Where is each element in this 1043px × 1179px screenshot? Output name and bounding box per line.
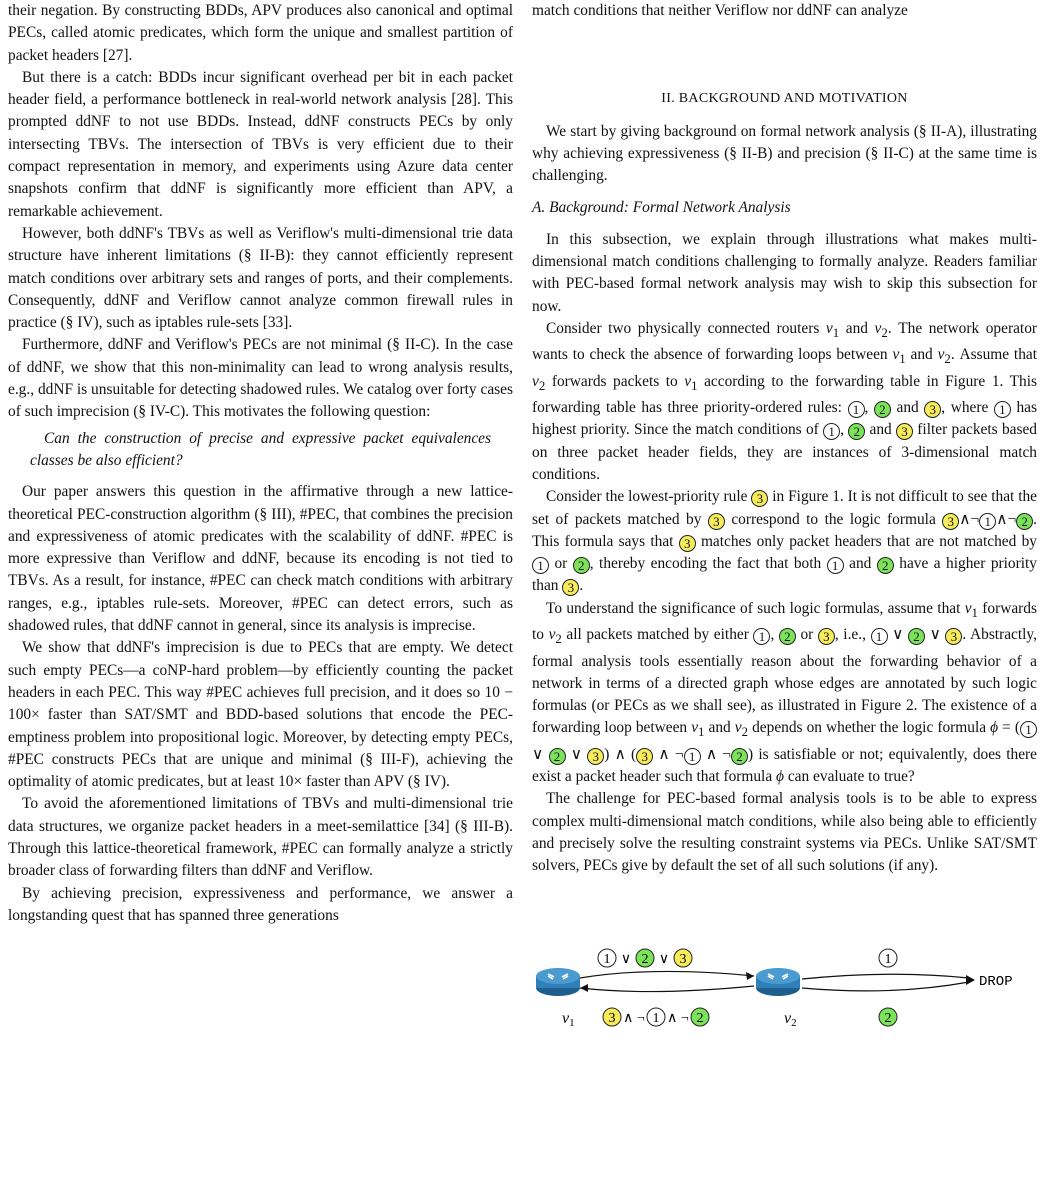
- paragraph: The challenge for PEC-based formal analysis tools is to be able to express complex multi-dimensional match conditions, while also being able to efficiently and precisely solve the resulting constraint systems via PECs. Unlike SAT/SMT solvers, PECs give by default the set of all such solutions (if any).: [532, 790, 1037, 875]
- svg-text:1: 1: [603, 952, 611, 967]
- paragraph: But there is a catch: BDDs incur significant overhead per bit in each packet header field, a performance bottleneck in real-world network analysis [28]. This prompted ddNF to not use BDDs. Instead, ddNF constructs PECs by only intersecting TBVs. The intersection of TBVs is very efficient due to their compact representation in memory, and experiments using Azure data center snapshots confirm that ddNF is significantly more efficient than APV, a remarkable achievement.: [8, 68, 513, 220]
- svg-text:3: 3: [608, 1011, 616, 1026]
- paragraph: To avoid the aforementioned limitations of TBVs and multi-dimensional trie data structures, we organize packet headers in a meet-semilattice [34] (§ III-B). Through this lattice-theoretical framework, #PEC can formally analyze a strictly broader class of forwarding filters than ddNF and Veriflow.: [8, 795, 513, 880]
- router-icon: [536, 968, 580, 996]
- paragraph: In this subsection, we explain through illustrations what makes multi-dimensional match conditions challenging to formally analyze. Readers familiar with PEC-based formal network analysis may wish to skip this subsection for now.: [532, 230, 1037, 315]
- router-1-label: ν1: [562, 1010, 575, 1029]
- edge-v2-drop-top: [802, 974, 969, 979]
- right-column: [532, 0, 1037, 878]
- paragraph: Consider the lowest-priority rule 3 in Figure 1. It is not difficult to see that the set of packets matched by 3 correspond to the logic formula 3 ∧¬ 1 ∧¬ 2 . This formula says that 3 matches only packet headers that are not matched by 1 or 2 , thereby encoding the fact that both 1 and 2 have a higher priority than 3 .: [532, 488, 1038, 596]
- paragraph: However, both ddNF's TBVs as well as Veriflow's multi-dimensional trie data structure have inherent limitations (§ II-B): they cannot efficiently represent match conditions over arbitrary sets and ranges of ports, and their complements. Consequently, ddNF and Veriflow cannot analyze common firewall rules in practice (§ IV), such as iptables rule-sets [33].: [8, 224, 513, 332]
- router-icon: [756, 968, 800, 996]
- left-column: [8, 0, 513, 927]
- svg-text:1: 1: [652, 1011, 660, 1026]
- paragraph: We start by giving background on formal network analysis (§ II-A), illustrating why achieving expressiveness (§ II-B) and precision (§ II-C) at the same time is challenging.: [532, 122, 1037, 185]
- svg-text:∧ ¬: ∧ ¬: [623, 1011, 645, 1026]
- paragraph: match conditions that neither Veriflow nor ddNF can analyze: [532, 2, 908, 19]
- paragraph: Our paper answers this question in the affirmative through a new lattice-theoretical PEC-construction algorithm (§ III), #PEC, that combines the precision and expressiveness of atomic predicates with the scalability of ddNF. #PEC is more expressive than Veriflow and ddNF, because its encoding is not tied to TBVs. As a result, for instance, #PEC can check match conditions with arbitrary ranges, e.g., iptables rule-sets. Moreover, #PEC can detect errors, such as shadowed rules, that ddNF cannot in general, since its analysis is imprecise.: [8, 483, 513, 635]
- edge-v1-v2: [580, 971, 754, 978]
- svg-text:2: 2: [641, 952, 649, 967]
- svg-text:2: 2: [696, 1011, 704, 1026]
- drop-label-1: 1: [884, 952, 892, 967]
- paragraph: By achieving precision, expressiveness and performance, we answer a longstanding quest that has spanned three generations: [8, 884, 513, 924]
- drop-label-2: 2: [884, 1011, 892, 1026]
- network-graph: [532, 900, 1037, 1174]
- router-2-label: ν2: [784, 1010, 797, 1029]
- edge-label-top: [598, 949, 692, 967]
- svg-text:∧ ¬: ∧ ¬: [667, 1011, 689, 1026]
- paragraph: We show that ddNF's imprecision is due to PECs that are empty. We detect such empty PECs—a coNP-hard problem—by efficiently counting the packet headers in each PEC. This way #PEC achieves full precision, and it does so 10 − 100× faster than SAT/SMT and BDD-based solutions that encode the PEC-emptiness problem into propositional logic. Moreover, by detecting empty PECs, #PEC constructs PECs that are unique and minimal (§ III-F), achieving the optimality of atomic predicates, but at least 10× faster than APV (§ IV).: [8, 639, 513, 791]
- edge-v2-v1: [580, 986, 754, 992]
- paragraph: their negation. By constructing BDDs, APV produces also canonical and optimal PECs, called atomic predicates, which form the unique and smallest partition of packet headers [27].: [8, 2, 513, 64]
- svg-text:∨: ∨: [658, 952, 670, 967]
- figure-network-graph: [532, 900, 1037, 1174]
- svg-text:∨: ∨: [620, 952, 632, 967]
- edge-v2-drop-bottom: [802, 982, 969, 991]
- research-question: Can the construction of precise and expressive packet equivalences classes be also efficient?: [30, 429, 491, 469]
- svg-text:3: 3: [679, 952, 687, 967]
- paragraph: Consider two physically connected routers $\nu_1$ and $\nu_2$. The network operator wants to check the absence of forwarding loops between $\nu_1$ and $\nu_2$. Assume that $\nu_2$ forwards packets to $\nu_1$ according to the forwarding table in Figure 1. This forwarding table has three priority-ordered rules: 1 , 2 and 3 , where 1 has highest priority. Since the match conditions of 1 , 2 and 3 filter packets based on three packet header fields, they are instances of 3-dimensional match conditions.: [532, 319, 1038, 483]
- paragraph: Furthermore, ddNF and Veriflow's PECs are not minimal (§ II-C). In the case of ddNF, we show that this non-minimality can lead to wrong analysis results, e.g., ddNF is unsuitable for detecting shadowed rules. We catalog over forty cases of such imprecision (§ IV-C). This motivates the following question:: [8, 336, 513, 421]
- subsection-title: A. Background: Formal Network Analysis: [532, 199, 791, 217]
- edge-label-bottom: [603, 1008, 709, 1026]
- drop-node: DROP: [979, 974, 1013, 990]
- paragraph: To understand the significance of such logic formulas, assume that $\nu_1$ forwards to $\nu_2$ all packets matched by either 1 , 2 or 3 , i.e., 1 ∨ 2 ∨ 3 . Abstractly, formal analysis tools essentially reason about the forwarding behavior of a network in terms of a directed graph whose edges are annotated by such logic formulas (or PECs as we shall see), as illustrated in Figure 2. The existence of a forwarding loop between $\nu_1$ and $\nu_2$ depends on whether the logic formula ϕ = ( 1 ∨ 2 ∨ 3 ) ∧ ( 3 ∧ ¬ 1 ∧ ¬ 2 ) is satisfiable or not; equivalently, does there exist a packet header such that formula ϕ can evaluate to true?: [532, 599, 1038, 786]
- section-title: II. BACKGROUND AND MOTIVATION: [661, 91, 908, 107]
